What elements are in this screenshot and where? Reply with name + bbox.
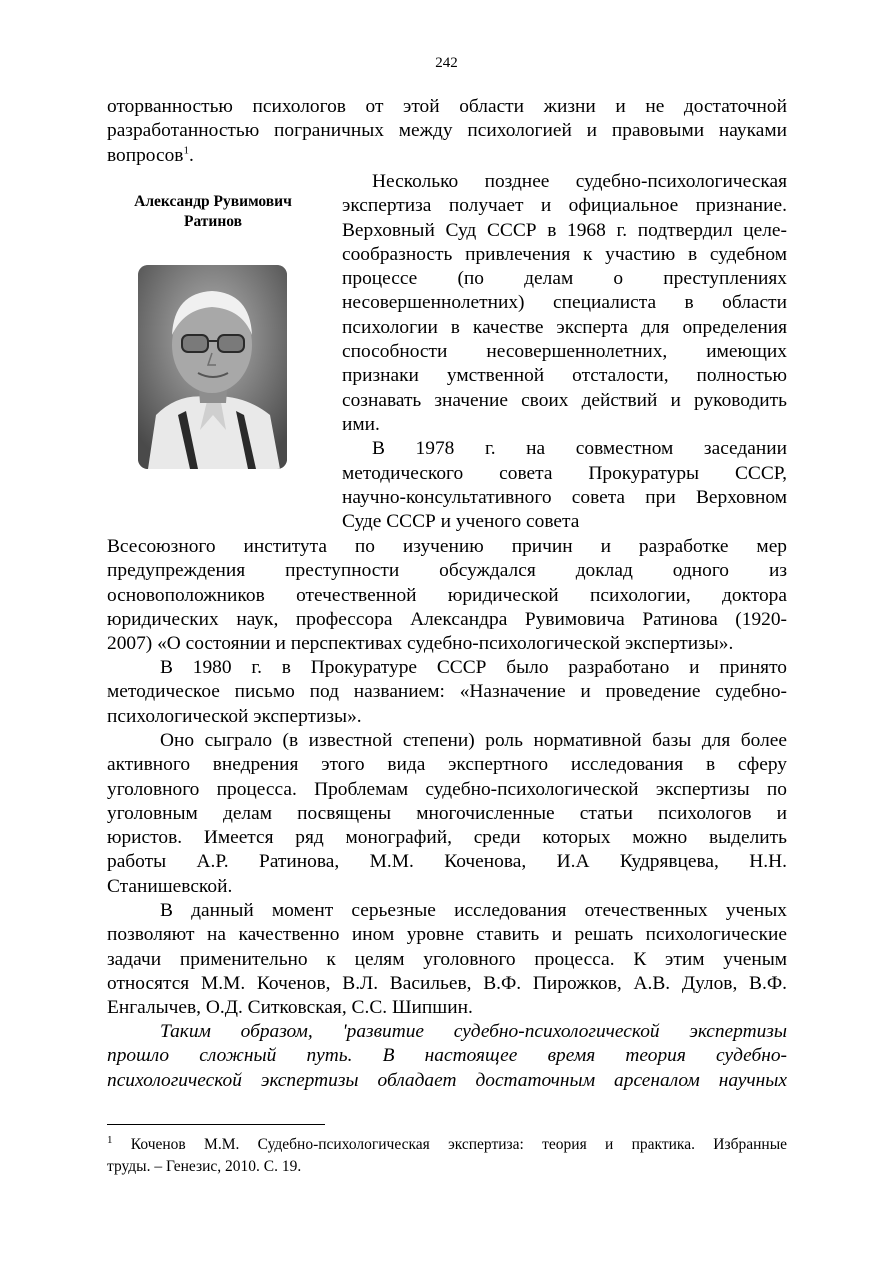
text-line: Оно сыграло (в известной степени) роль нормативной базы для более (160, 730, 787, 751)
text-line: психологической экспертизы». (107, 705, 362, 727)
body-paragraph-4 (107, 899, 787, 1020)
text-line: психологической экспертизы обладает достаточным арсеналом научных (107, 1069, 787, 1091)
text-line: экспертиза получает и официальное признание. (342, 195, 787, 217)
text-line: Верховный Суд СССР в 1968 г. подтвердил целе- (342, 219, 787, 241)
intro-paragraph (107, 95, 787, 168)
person-portrait-icon (138, 265, 287, 469)
text-line: юридических наук, профессора Александра Рувимовича Ратинова (1920- (107, 608, 787, 630)
text-fragment: . (188, 144, 194, 166)
text-fragment: вопросов (107, 144, 184, 166)
text-line: Таким образом, 'развитие судебно-психологической экспертизы (160, 1021, 787, 1042)
text-line: прошло сложный путь. В настоящее время теория судебно- (107, 1045, 787, 1067)
body-paragraph-1 (107, 535, 787, 656)
footnote-reference[interactable]: 1 (183, 144, 189, 157)
footnote-line: труды. – Генезис, 2010. С. 19. (107, 1158, 302, 1175)
body-paragraph-2 (107, 656, 787, 729)
text-line: научно-консультативного совета при Верховном (342, 486, 787, 508)
text-line: позволяют на качественно ином уровне ставить и решать психологические (107, 924, 787, 946)
text-line: признаки умственной отсталости, полностью (342, 365, 787, 387)
text-line: активного внедрения этого вида экспертного исследования в сферу (107, 754, 787, 776)
text-line: юристов. Имеется ряд монографий, среди которых можно выделить (107, 827, 787, 849)
footnote-line (107, 1134, 787, 1156)
text-line: 2007) «О состоянии и перспективах судебно-психологической экспертизы». (107, 633, 734, 655)
text-line: Всесоюзного института по изучению причин и разработке мер (107, 536, 787, 557)
text-line: относятся М.М. Коченов, В.Л. Васильев, В.Ф. Пирожков, А.В. Дулов, В.Ф. (107, 972, 787, 994)
side-paragraph (342, 170, 787, 534)
body-paragraph-5 (107, 1020, 787, 1093)
footnote (107, 1134, 787, 1178)
text-line: задачи применительно к целям уголовного процесса. К этим ученым (107, 948, 787, 970)
text-line: уголовного процесса. Проблемам судебно-психологической экспертизы по (107, 778, 787, 800)
text-line: сообразность привлечения к участию в судебном (342, 243, 787, 265)
caption-line: Ратинов (183, 213, 243, 230)
text-line: работы А.Р. Ратинова, М.М. Коченова, И.А Кудрявцева, Н.Н. (107, 851, 787, 873)
text-line: Несколько позднее судебно-психологическая (372, 171, 787, 192)
text-line: методическое письмо под названием: «Назначение и проведение судебно- (107, 681, 787, 703)
text-line: В 1980 г. в Прокуратуре СССР было разработано и принято (160, 657, 787, 678)
text-line: психологии в качестве эксперта для определения (342, 316, 787, 338)
text-line: Станишевской. (107, 875, 233, 897)
page-number: 242 (435, 55, 458, 71)
text-line: Суде СССР и ученого совета (342, 511, 580, 533)
text-fragment: Коченов М.М. Судебно-психологическая экспертиза: теория и практика. Избранные (130, 1136, 787, 1153)
text-line: сознавать значение своих действий и руководить (342, 389, 787, 411)
caption-line: Александр Рувимович (134, 193, 292, 210)
footnote-divider (107, 1124, 325, 1125)
portrait-photo (138, 265, 287, 469)
text-line: методического совета Прокуратуры СССР, (342, 462, 787, 484)
portrait-caption (118, 192, 308, 232)
text-line: разработанностью пограничных между психологией и правовыми науками (107, 120, 787, 142)
text-line: оторванностью психологов от этой области жизни и не достаточной (107, 96, 787, 117)
text-line: процессе (по делам о преступлениях (342, 268, 787, 290)
text-line: Енгалычев, О.Д. Ситковская, С.С. Шипшин. (107, 997, 473, 1019)
footnote-mark: 1 (107, 1133, 113, 1146)
text-line: способности несовершеннолетних, имеющих (342, 341, 787, 363)
text-line: уголовным делам посвящены многочисленные статьи психологов и (107, 802, 787, 824)
text-line: несовершеннолетних) специалиста в области (342, 292, 787, 314)
text-line: основоположников отечественной юридической психологии, доктора (107, 584, 787, 606)
text-line: предупреждения преступности обсуждался доклад одного из (107, 560, 787, 582)
text-line: В 1978 г. на совместном заседании (372, 438, 787, 460)
text-line (107, 144, 787, 168)
body-paragraph-3 (107, 729, 787, 899)
text-line: ими. (342, 413, 380, 435)
text-line: В данный момент серьезные исследования отечественных ученых (160, 900, 787, 921)
